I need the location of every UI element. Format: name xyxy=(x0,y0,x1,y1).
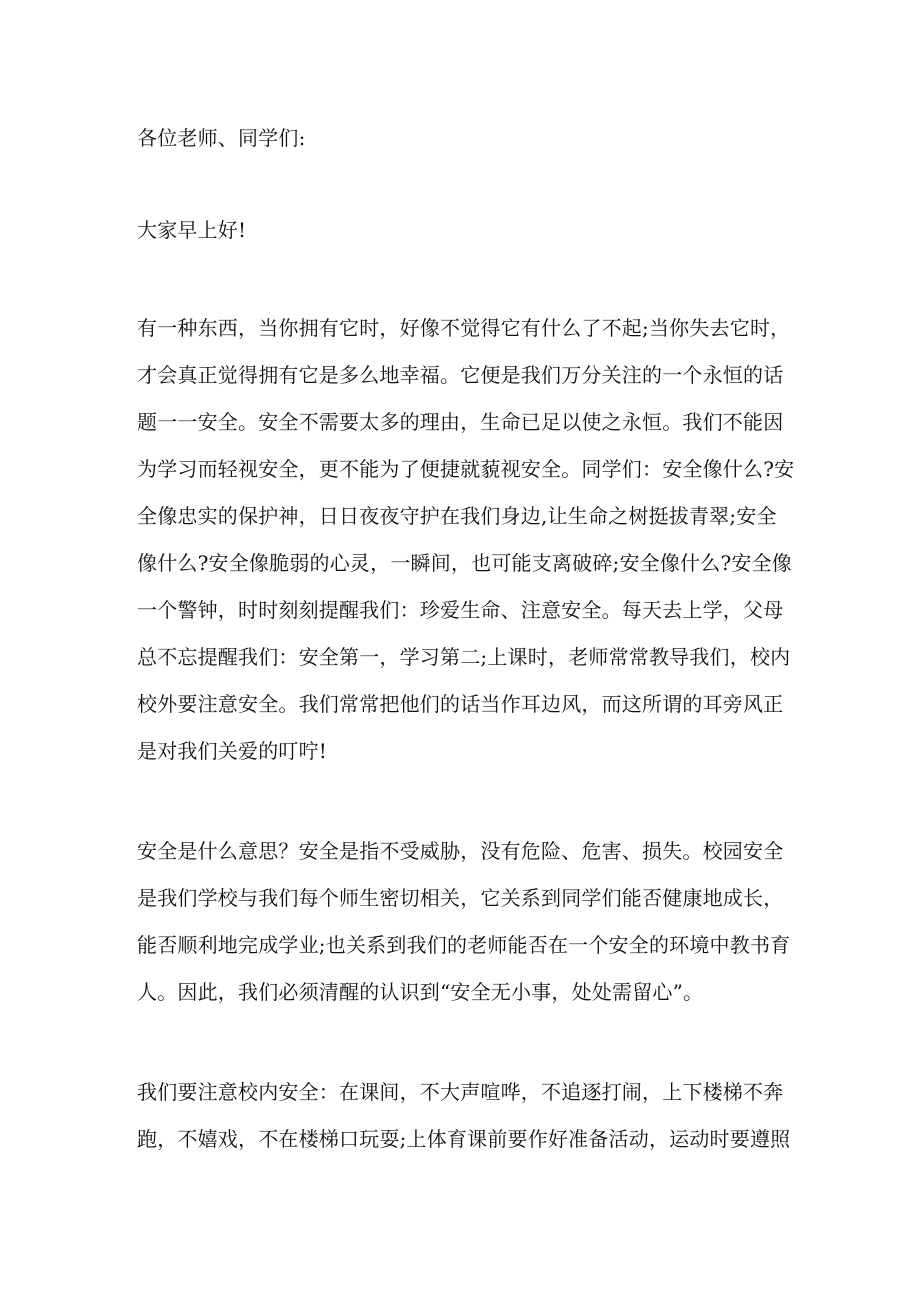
paragraph-line: 题一一安全。安全不需要太多的理由，生命已足以使之永恒。我们不能因 xyxy=(137,410,784,434)
paragraph-line: 有一种东西，当你拥有它时，好像不觉得它有什么了不起;当你失去它时， xyxy=(137,316,791,340)
paragraph-line: 才会真正觉得拥有它是多么地幸福。它便是我们万分关注的一个永恒的话 xyxy=(137,363,784,387)
greeting: 大家早上好! xyxy=(137,218,247,242)
paragraph-line: 是对我们关爱的叮咛! xyxy=(137,739,328,763)
paragraph-line: 跑，不嬉戏，不在楼梯口玩耍;上体育课前要作好准备活动，运动时要遵照 xyxy=(137,1127,791,1151)
paragraph-line: 全像忠实的保护神，日日夜夜守护在我们身边,让生命之树挺拔青翠;安全 xyxy=(137,504,777,528)
paragraph-line: 校外要注意安全。我们常常把他们的话当作耳边风，而这所谓的耳旁风正 xyxy=(137,692,784,716)
paragraph-line: 是我们学校与我们每个师生密切相关，它关系到同学们能否健康地成长， xyxy=(137,886,784,910)
paragraph-line: 安全是什么意思？安全是指不受威胁，没有危险、危害、损失。校园安全 xyxy=(137,839,784,863)
paragraph-line: 我们要注意校内安全：在课间，不大声喧哗，不追逐打闹，上下楼梯不奔 xyxy=(137,1080,784,1104)
salutation: 各位老师、同学们: xyxy=(137,126,306,150)
paragraph-line: 总不忘提醒我们：安全第一，学习第二;上课时，老师常常教导我们，校内 xyxy=(137,645,791,669)
paragraph-line: 人。因此，我们必须清醒的认识到“安全无小事，处处需留心”。 xyxy=(137,980,704,1004)
paragraph-line: 一个警钟，时时刻刻提醒我们：珍爱生命、注意安全。每天去上学，父母 xyxy=(137,598,784,622)
paragraph-line: 像什么?安全像脆弱的心灵，一瞬间，也可能支离破碎;安全像什么?安全像 xyxy=(137,551,792,575)
paragraph-line: 为学习而轻视安全，更不能为了便捷就藐视安全。同学们：安全像什么?安 xyxy=(137,457,795,481)
paragraph-line: 能否顺利地完成学业;也关系到我们的老师能否在一个安全的环境中教书育 xyxy=(137,933,791,957)
